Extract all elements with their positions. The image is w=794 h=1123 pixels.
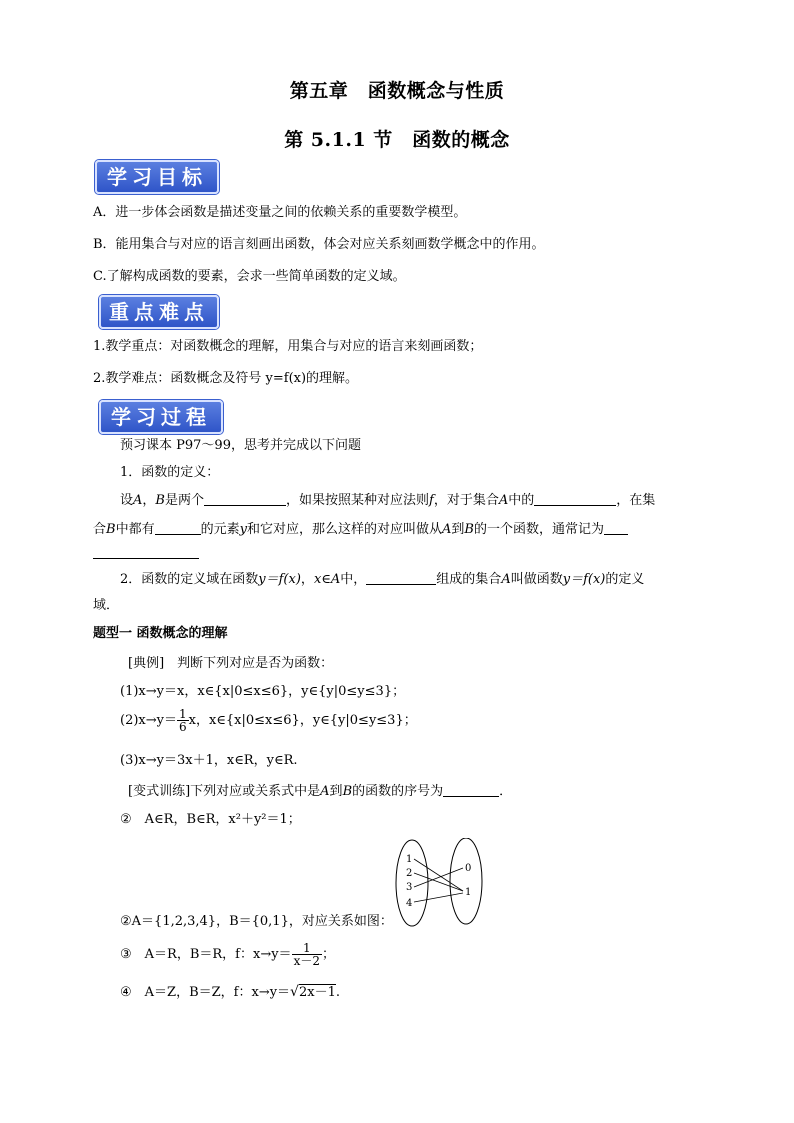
mapping-arrow [414,859,463,891]
set-b-element: 0 [465,863,472,874]
question-1-line-2: 合B中都有 的元素y和它对应，那么这样的对应叫做从A到B的一个函数，通常记为 [93,520,628,539]
section-title: 第 5.1.1 节 函数的概念 [284,129,510,151]
question-1-title: 1．函数的定义： [120,465,220,480]
goal-b: B．能用集合与对应的语言刻画出函数，体会对应关系刻画数学概念中的作用。 [93,237,545,252]
set-a-element: 1 [406,854,413,865]
fraction-one-sixth: $\frac{1}{6}$ [178,707,187,734]
example-3: (3)x→y＝3x＋1，x∈R，y∈R. [120,753,298,768]
answer-blank[interactable] [534,491,616,506]
variant-4: ④ A＝Z，B＝Z，f：x→y＝√2x－1. [120,984,340,1000]
radical-sign: √ [290,984,299,1000]
set-a-element: 4 [406,898,413,909]
preview-text: 预习课本 P97～99，思考并完成以下问题 [120,438,361,453]
set-a-element: 2 [406,868,413,879]
variant-1: ② A∈R，B∈R，x²＋y²＝1； [120,812,301,827]
radicand: 2x－1 [298,985,336,1000]
mapping-arrow [414,873,463,891]
answer-blank[interactable] [204,491,286,506]
goal-c: C.了解构成函数的要素，会求一些简单函数的定义域。 [93,269,406,284]
variant-2: ②A＝{1,2,3,4}，B＝{0,1}，对应关系如图： [120,914,393,929]
key-point-1: 1.教学重点：对函数概念的理解，用集合与对应的语言来刻画函数； [93,339,483,354]
mapping-diagram [392,838,492,928]
question-1-line-1: 设A，B是两个 ，如果按照某种对应法则f，对于集合A中的 ，在集 [120,493,656,508]
set-b-ellipse [450,838,482,924]
answer-blank[interactable] [366,570,436,585]
question-2-line-2: 域． [93,598,120,613]
variant-training-line: [变式训练]下列对应或关系式中是A到B的函数的序号为 ． [128,784,513,799]
variant-3: ③ A＝R，B＝R，f：x→y＝ $\frac{1}{x-2}$ ； [120,941,335,968]
example-1: (1)x→y＝x，x∈{x|0≤x≤6}，y∈{y|0≤y≤3}； [120,684,406,699]
example-intro: [典例] 判断下列对应是否为函数： [128,656,334,671]
question-2-line-1: 2．函数的定义域在函数y＝f(x)，x∈A中， 组成的集合A叫做函数y＝f(x)的定义 [120,572,645,587]
mapping-arrow [414,893,463,902]
example-2: (2)x→y＝ $\frac{1}{6}$ x，x∈{x|0≤x≤6}，y∈{y|0≤y≤3}； [120,707,417,734]
answer-blank[interactable] [443,782,499,797]
answer-blank[interactable] [155,520,201,535]
fraction-one-over-x-minus-2: $\frac{1}{x-2}$ [293,941,320,968]
answer-blank[interactable] [604,520,628,535]
mapping-arrow [414,868,463,887]
chapter-title: 第五章 函数概念与性质 [289,80,505,102]
set-a-element: 3 [406,882,413,893]
learning-goals-badge: 学习目标 [95,160,219,194]
answer-blank-continued[interactable] [93,558,199,559]
type-1-heading: 题型一 函数概念的理解 [93,626,228,641]
goal-a: A．进一步体会函数是描述变量之间的依赖关系的重要数学模型。 [93,205,467,220]
key-points-badge: 重点难点 [99,295,219,329]
set-b-element: 1 [465,887,472,898]
learning-process-badge: 学习过程 [99,400,223,434]
key-point-2: 2.教学难点：函数概念及符号 y=f(x)的理解。 [93,371,359,386]
